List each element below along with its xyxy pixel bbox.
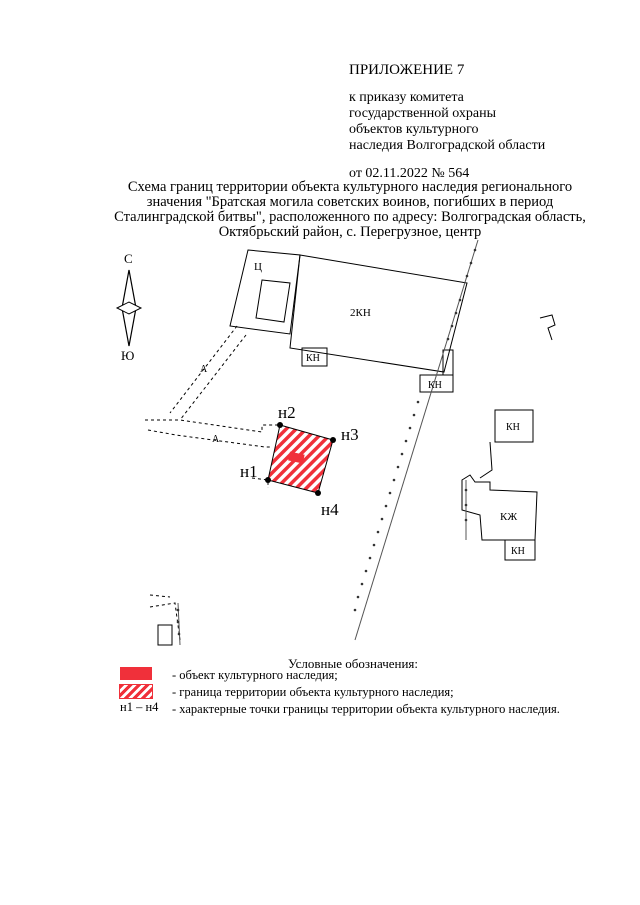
church-inner <box>256 280 290 322</box>
map-title-line-1: Схема границ территории объекта культурного наследия регионального <box>127 179 573 195</box>
appendix-line-1: к приказу комитета <box>349 90 464 105</box>
compass-south-label: Ю <box>121 348 135 363</box>
label-kn-1: КН <box>306 353 320 364</box>
map-title-line-2: значения "Братская могила советских воинов, погибших в период <box>146 194 554 210</box>
legend-item-points: - характерные точки границы территории объекта культурного наследия. <box>172 702 560 716</box>
label-point-n2: н2 <box>278 403 296 422</box>
appendix-line-2: государственной охраны <box>349 106 497 121</box>
appendix-line-4: наследия Волгоградской области <box>349 138 546 153</box>
label-point-n3: н3 <box>341 425 359 444</box>
point-n4-marker <box>315 490 321 496</box>
legend-item-boundary: - граница территории объекта культурного наследия; <box>172 685 454 699</box>
label-road-1: А <box>200 364 208 375</box>
label-kn-4: КН <box>511 546 525 557</box>
map-title-line-4: Октябрьский район, с. Перегрузное, центр <box>218 224 482 240</box>
label-road-2: А <box>212 434 220 445</box>
label-kn-2: КН <box>428 380 442 391</box>
appendix-date: от 02.11.2022 № 564 <box>349 166 470 181</box>
heritage-territory <box>265 422 336 496</box>
appendix-heading: ПРИЛОЖЕНИЕ 7 <box>349 62 465 78</box>
point-n1-marker <box>265 477 271 483</box>
appendix-line-3: объектов культурного <box>349 122 479 137</box>
church-building <box>230 250 300 334</box>
label-point-n1: н1 <box>240 462 258 481</box>
legend-title: Условные обозначения: <box>288 656 419 671</box>
fence-connector <box>480 442 492 478</box>
label-kzh: КЖ <box>500 511 518 523</box>
map-title-line-3: Сталинградской битвы", расположенного по адресу: Волгоградская область, <box>114 209 586 225</box>
label-point-n4: н4 <box>321 500 339 519</box>
label-church: Ц <box>254 261 262 273</box>
map-labels <box>200 261 525 557</box>
legend-swatch-object <box>120 667 152 680</box>
point-n2-marker <box>277 422 283 428</box>
label-2kn: 2КН <box>350 307 371 319</box>
building-bottom <box>158 625 172 645</box>
legend-points-key: н1 – н4 <box>120 700 159 714</box>
road <box>145 326 280 640</box>
legend-swatch-boundary <box>120 685 152 698</box>
building-kzh <box>462 475 537 540</box>
label-kn-3: КН <box>506 422 520 433</box>
compass-rose <box>117 251 141 363</box>
legend-item-object: - объект культурного наследия; <box>172 668 338 682</box>
point-n3-marker <box>330 437 336 443</box>
building-fragment <box>540 315 555 340</box>
compass-north-label: С <box>124 251 133 266</box>
